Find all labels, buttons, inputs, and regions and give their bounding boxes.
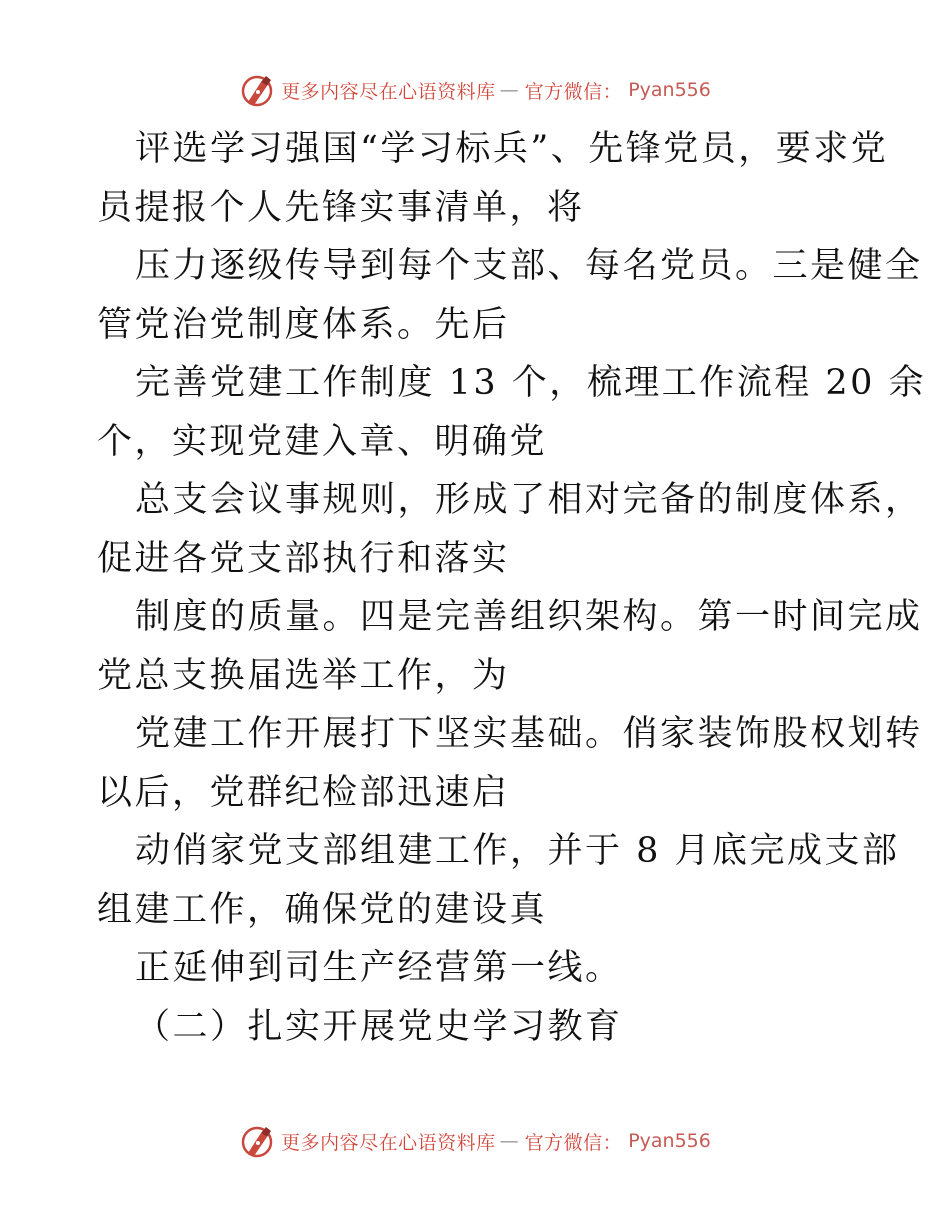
pen-nib-logo-icon — [239, 72, 275, 108]
body-line: 总支会议事规则，形成了相对完备的制度体系， — [135, 480, 923, 520]
watermark-wechat-id: Pyan556 — [628, 1130, 711, 1152]
pen-nib-logo-icon — [239, 1123, 275, 1159]
footer-watermark — [0, 1121, 950, 1161]
watermark-wechat-label: 官方微信： — [524, 1131, 623, 1154]
body-line: 组建工作，确保党的建设真 — [97, 889, 548, 930]
body-line: 党建工作开展打下坚实基础。俏家装饰股权划转 — [135, 714, 923, 754]
body-line: 党总支换届选举工作，为 — [97, 655, 510, 696]
body-line: 个，实现党建入章、明确党 — [97, 421, 548, 462]
watermark-separator: — — [499, 1130, 519, 1152]
body-line: 以后，党群纪检部迅速启 — [97, 772, 510, 813]
watermark-site-text: 更多内容尽在心语资料库 — [281, 80, 496, 103]
document-body — [97, 120, 927, 1056]
section-heading: （二）扎实开展党史学习教育 — [135, 1006, 623, 1047]
watermark-site-text: 更多内容尽在心语资料库 — [281, 1131, 496, 1154]
watermark-separator: — — [499, 79, 519, 101]
body-line: 制度的质量。四是完善组织架构。第一时间完成 — [135, 597, 923, 637]
body-line: 动俏家党支部组建工作，并于 8 月底完成支部 — [135, 831, 900, 871]
header-watermark — [0, 70, 950, 110]
watermark-wechat-label: 官方微信： — [524, 80, 623, 103]
body-line: 压力逐级传导到每个支部、每名党员。三是健全 — [135, 246, 923, 286]
body-line: 促进各党支部执行和落实 — [97, 538, 510, 579]
body-line: 管党治党制度体系。先后 — [97, 304, 510, 345]
body-line: 员提报个人先锋实事清单，将 — [97, 187, 585, 228]
body-line: 正延伸到司生产经营第一线。 — [135, 948, 623, 988]
body-line: 完善党建工作制度 13 个，梳理工作流程 20 余 — [135, 363, 927, 403]
watermark-wechat-id: Pyan556 — [628, 79, 711, 101]
body-line: 评选学习强国“学习标兵”、先锋党员，要求党 — [135, 129, 889, 169]
